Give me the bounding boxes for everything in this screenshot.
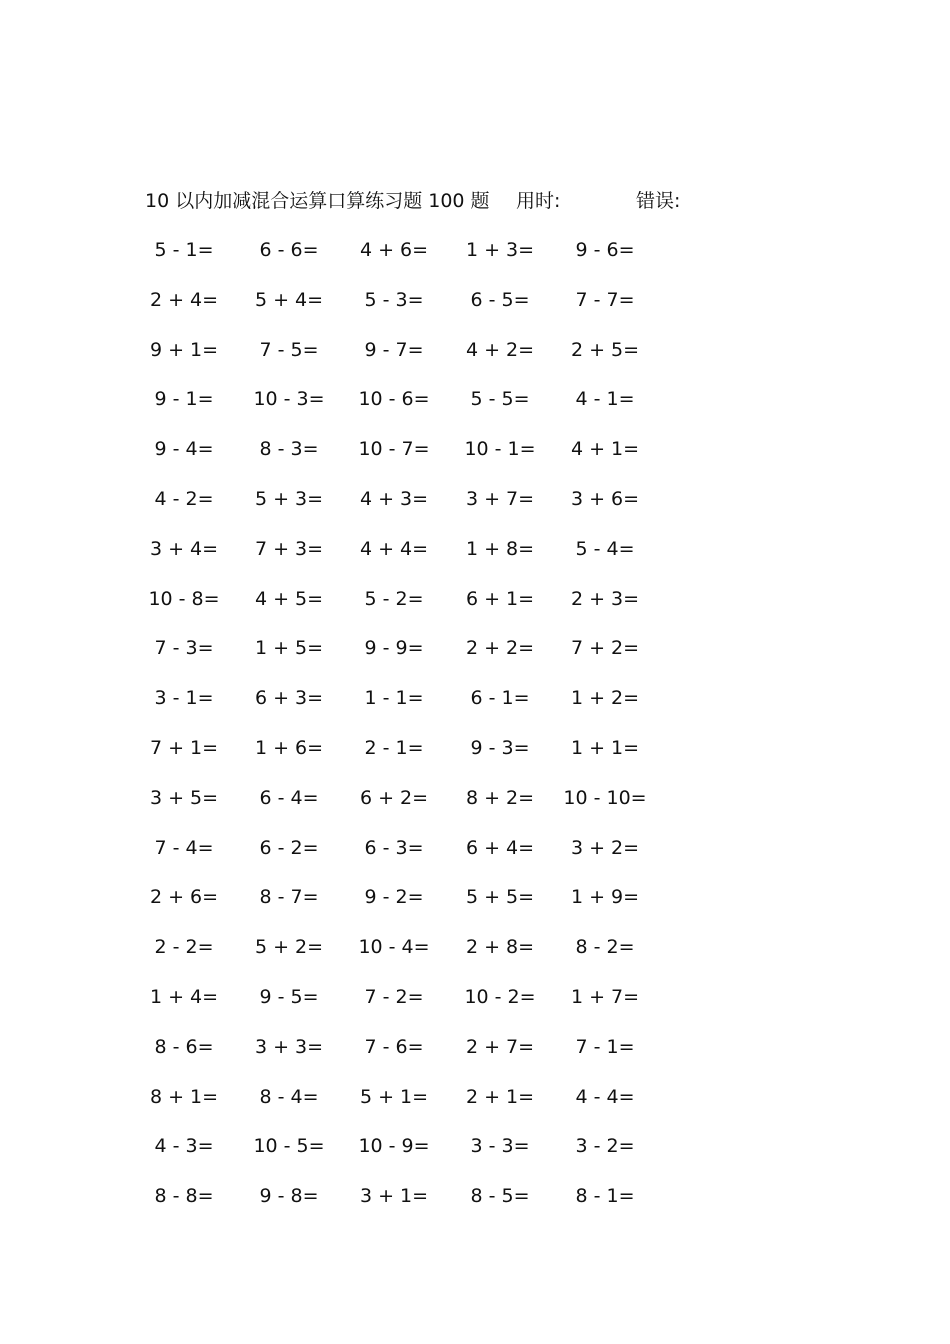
problem-item: 7 + 1= — [149, 736, 219, 759]
problem-row — [145, 634, 685, 684]
problem-item: 8 - 8= — [154, 1185, 214, 1208]
problem-item: 10 - 10= — [563, 786, 647, 809]
problem-row — [145, 286, 685, 336]
problem-item: 1 + 9= — [570, 886, 640, 909]
problem-item: 5 + 3= — [254, 487, 324, 510]
problem-item: 2 - 2= — [154, 936, 214, 959]
problem-row — [145, 883, 685, 933]
problem-item: 9 - 9= — [364, 637, 424, 660]
problem-item: 5 - 5= — [470, 388, 530, 411]
problem-item: 8 - 4= — [259, 1085, 319, 1108]
problem-item: 8 + 1= — [149, 1085, 219, 1108]
problem-item: 10 - 5= — [253, 1135, 325, 1158]
problem-item: 9 - 4= — [154, 438, 214, 461]
problem-item: 6 + 1= — [465, 587, 535, 610]
problem-row — [145, 585, 685, 635]
problem-row — [145, 834, 685, 884]
problem-item: 3 - 1= — [154, 687, 214, 710]
problem-item: 9 - 5= — [259, 985, 319, 1008]
problem-item: 9 - 2= — [364, 886, 424, 909]
problem-item: 6 + 2= — [359, 786, 429, 809]
problem-item: 3 + 2= — [570, 836, 640, 859]
problem-item: 10 - 7= — [358, 438, 430, 461]
problem-item: 3 + 3= — [254, 1035, 324, 1058]
problem-item: 10 - 8= — [148, 587, 220, 610]
error-count-label: 错误: — [636, 190, 681, 212]
problem-item: 6 - 4= — [259, 786, 319, 809]
problem-item: 2 + 4= — [149, 288, 219, 311]
problem-item: 6 - 3= — [364, 836, 424, 859]
problem-item: 8 - 1= — [575, 1185, 635, 1208]
problem-item: 5 - 3= — [364, 288, 424, 311]
problem-item: 6 - 6= — [259, 239, 319, 261]
problem-grid — [145, 236, 685, 1232]
problem-item: 9 - 6= — [575, 239, 635, 261]
problem-row — [145, 1132, 685, 1182]
problem-item: 7 - 2= — [364, 985, 424, 1008]
problem-item: 3 - 2= — [575, 1135, 635, 1158]
problem-item: 8 - 3= — [259, 438, 319, 461]
problem-item: 5 + 2= — [254, 936, 324, 959]
problem-item: 10 - 2= — [464, 985, 536, 1008]
problem-row — [145, 236, 685, 286]
problem-row — [145, 1083, 685, 1133]
problem-row — [145, 535, 685, 585]
problem-item: 8 - 7= — [259, 886, 319, 909]
problem-item: 1 + 4= — [149, 985, 219, 1008]
problem-item: 7 - 1= — [575, 1035, 635, 1058]
problem-item: 10 - 1= — [464, 438, 536, 461]
problem-item: 4 + 6= — [359, 239, 429, 261]
problem-item: 5 + 4= — [254, 288, 324, 311]
worksheet-header — [145, 186, 765, 216]
problem-item: 2 + 6= — [149, 886, 219, 909]
problem-item: 4 + 3= — [359, 487, 429, 510]
problem-item: 3 + 7= — [465, 487, 535, 510]
problem-item: 9 - 3= — [470, 736, 530, 759]
problem-item: 1 + 8= — [465, 537, 535, 560]
problem-item: 6 + 3= — [254, 687, 324, 710]
problem-item: 3 + 1= — [359, 1185, 429, 1208]
problem-item: 7 - 3= — [154, 637, 214, 660]
problem-item: 8 - 5= — [470, 1185, 530, 1208]
problem-item: 5 - 1= — [154, 239, 214, 261]
problem-row — [145, 336, 685, 386]
problem-row — [145, 684, 685, 734]
problem-item: 7 - 7= — [575, 288, 635, 311]
problem-item: 3 + 6= — [570, 487, 640, 510]
problem-item: 10 - 6= — [358, 388, 430, 411]
problem-item: 7 + 2= — [570, 637, 640, 660]
problem-item: 4 + 4= — [359, 537, 429, 560]
problem-row — [145, 933, 685, 983]
problem-item: 2 + 2= — [465, 637, 535, 660]
worksheet-title: 10 以内加减混合运算口算练习题 100 题 — [145, 190, 490, 212]
problem-item: 4 - 3= — [154, 1135, 214, 1158]
problem-item: 3 - 3= — [470, 1135, 530, 1158]
problem-row — [145, 385, 685, 435]
problem-item: 1 + 6= — [254, 736, 324, 759]
problem-item: 1 + 1= — [570, 736, 640, 759]
time-used-label: 用时: — [516, 190, 561, 212]
problem-row — [145, 485, 685, 535]
problem-item: 10 - 4= — [358, 936, 430, 959]
problem-item: 5 - 4= — [575, 537, 635, 560]
problem-item: 5 - 2= — [364, 587, 424, 610]
problem-item: 2 + 1= — [465, 1085, 535, 1108]
problem-item: 5 + 1= — [359, 1085, 429, 1108]
problem-item: 9 - 1= — [154, 388, 214, 411]
problem-item: 8 - 6= — [154, 1035, 214, 1058]
problem-item: 3 + 5= — [149, 786, 219, 809]
problem-item: 5 + 5= — [465, 886, 535, 909]
problem-row — [145, 1033, 685, 1083]
problem-item: 6 - 1= — [470, 687, 530, 710]
problem-item: 6 - 2= — [259, 836, 319, 859]
problem-row — [145, 983, 685, 1033]
problem-item: 2 + 7= — [465, 1035, 535, 1058]
problem-item: 4 - 4= — [575, 1085, 635, 1108]
problem-item: 3 + 4= — [149, 537, 219, 560]
problem-item: 8 - 2= — [575, 936, 635, 959]
problem-item: 7 - 4= — [154, 836, 214, 859]
problem-item: 8 + 2= — [465, 786, 535, 809]
problem-item: 4 - 2= — [154, 487, 214, 510]
problem-item: 10 - 9= — [358, 1135, 430, 1158]
problem-item: 1 + 2= — [570, 687, 640, 710]
problem-item: 2 + 3= — [570, 587, 640, 610]
problem-item: 1 - 1= — [364, 687, 424, 710]
problem-item: 1 + 5= — [254, 637, 324, 660]
problem-item: 9 - 7= — [364, 338, 424, 361]
problem-item: 4 - 1= — [575, 388, 635, 411]
problem-row — [145, 734, 685, 784]
problem-item: 10 - 3= — [253, 388, 325, 411]
problem-item: 6 + 4= — [465, 836, 535, 859]
problem-item: 2 + 8= — [465, 936, 535, 959]
problem-item: 7 - 6= — [364, 1035, 424, 1058]
problem-item: 2 + 5= — [570, 338, 640, 361]
problem-item: 9 - 8= — [259, 1185, 319, 1208]
problem-row — [145, 435, 685, 485]
problem-item: 4 + 2= — [465, 338, 535, 361]
problem-item: 1 + 3= — [465, 239, 535, 261]
problem-row — [145, 784, 685, 834]
problem-item: 2 - 1= — [364, 736, 424, 759]
problem-item: 7 + 3= — [254, 537, 324, 560]
problem-item: 7 - 5= — [259, 338, 319, 361]
problem-item: 9 + 1= — [149, 338, 219, 361]
problem-row — [145, 1182, 685, 1232]
problem-item: 6 - 5= — [470, 288, 530, 311]
problem-item: 1 + 7= — [570, 985, 640, 1008]
problem-item: 4 + 1= — [570, 438, 640, 461]
problem-item: 4 + 5= — [254, 587, 324, 610]
